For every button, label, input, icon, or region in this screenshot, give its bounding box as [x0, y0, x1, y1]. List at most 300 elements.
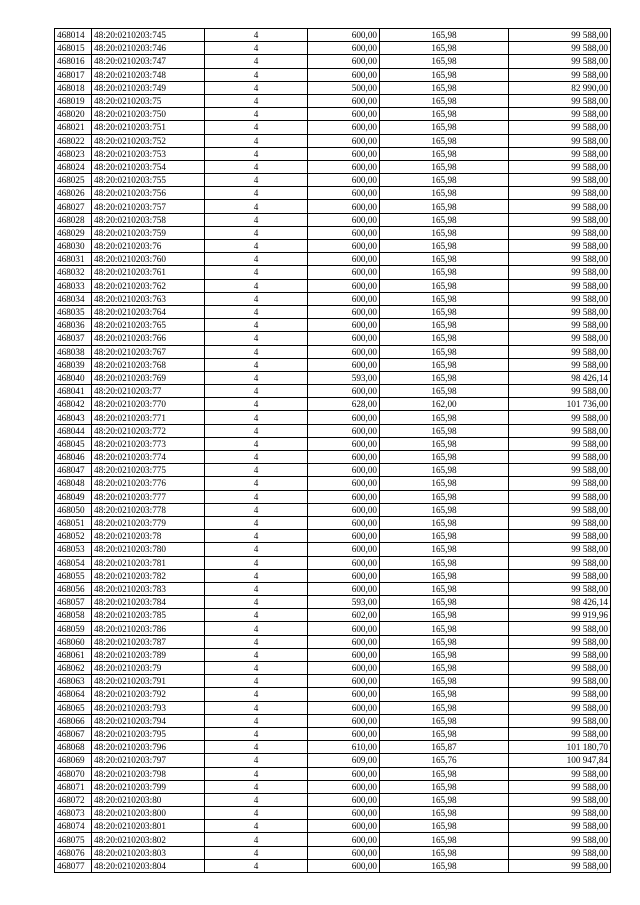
- rate-cell: 165,98: [380, 662, 509, 675]
- rate-cell: 165,98: [380, 859, 509, 872]
- row-id-cell: 468016: [55, 55, 92, 68]
- row-id-cell: 468014: [55, 29, 92, 42]
- rate-cell: 165,98: [380, 200, 509, 213]
- area-cell: 600,00: [308, 859, 380, 872]
- cadastral-number-cell: 48:20:0210203:755: [92, 174, 205, 187]
- row-id-cell: 468015: [55, 42, 92, 55]
- count-cell: 4: [205, 424, 308, 437]
- row-id-cell: 468059: [55, 622, 92, 635]
- value-cell: 99 588,00: [509, 701, 611, 714]
- table-row: [55, 134, 611, 147]
- cadastral-number-cell: 48:20:0210203:75: [92, 94, 205, 107]
- cadastral-number-cell: 48:20:0210203:776: [92, 477, 205, 490]
- row-id-cell: 468029: [55, 226, 92, 239]
- row-id-cell: 468039: [55, 358, 92, 371]
- area-cell: 593,00: [308, 371, 380, 384]
- rate-cell: 165,98: [380, 503, 509, 516]
- cadastral-number-cell: 48:20:0210203:749: [92, 81, 205, 94]
- count-cell: 4: [205, 42, 308, 55]
- rate-cell: 165,98: [380, 648, 509, 661]
- rate-cell: 165,98: [380, 174, 509, 187]
- row-id-cell: 468020: [55, 108, 92, 121]
- count-cell: 4: [205, 464, 308, 477]
- area-cell: 628,00: [308, 398, 380, 411]
- area-cell: 600,00: [308, 530, 380, 543]
- value-cell: 99 588,00: [509, 68, 611, 81]
- value-cell: 99 588,00: [509, 451, 611, 464]
- rate-cell: 165,98: [380, 213, 509, 226]
- table-row: [55, 675, 611, 688]
- cadastral-number-cell: 48:20:0210203:804: [92, 859, 205, 872]
- row-id-cell: 468025: [55, 174, 92, 187]
- row-id-cell: 468021: [55, 121, 92, 134]
- table-row: [55, 833, 611, 846]
- value-cell: 99 588,00: [509, 174, 611, 187]
- value-cell: 99 588,00: [509, 94, 611, 107]
- cadastral-number-cell: 48:20:0210203:773: [92, 437, 205, 450]
- cadastral-number-cell: 48:20:0210203:746: [92, 42, 205, 55]
- area-cell: 600,00: [308, 134, 380, 147]
- value-cell: 99 588,00: [509, 477, 611, 490]
- cadastral-number-cell: 48:20:0210203:784: [92, 596, 205, 609]
- count-cell: 4: [205, 780, 308, 793]
- rate-cell: 165,98: [380, 147, 509, 160]
- row-id-cell: 468018: [55, 81, 92, 94]
- value-cell: 101 736,00: [509, 398, 611, 411]
- area-cell: 600,00: [308, 516, 380, 529]
- area-cell: 600,00: [308, 464, 380, 477]
- row-id-cell: 468045: [55, 437, 92, 450]
- value-cell: 99 588,00: [509, 187, 611, 200]
- area-cell: 600,00: [308, 701, 380, 714]
- rate-cell: 165,98: [380, 358, 509, 371]
- area-cell: 600,00: [308, 582, 380, 595]
- area-cell: 600,00: [308, 55, 380, 68]
- cadastral-number-cell: 48:20:0210203:793: [92, 701, 205, 714]
- row-id-cell: 468044: [55, 424, 92, 437]
- row-id-cell: 468067: [55, 727, 92, 740]
- area-cell: 600,00: [308, 253, 380, 266]
- rate-cell: 165,98: [380, 530, 509, 543]
- cadastral-number-cell: 48:20:0210203:774: [92, 451, 205, 464]
- cadastral-number-cell: 48:20:0210203:797: [92, 754, 205, 767]
- table-row: [55, 490, 611, 503]
- rate-cell: 165,76: [380, 754, 509, 767]
- row-id-cell: 468046: [55, 451, 92, 464]
- table-row: [55, 213, 611, 226]
- cadastral-number-cell: 48:20:0210203:745: [92, 29, 205, 42]
- row-id-cell: 468033: [55, 279, 92, 292]
- count-cell: 4: [205, 253, 308, 266]
- count-cell: 4: [205, 543, 308, 556]
- count-cell: 4: [205, 279, 308, 292]
- rate-cell: 165,98: [380, 714, 509, 727]
- cadastral-number-cell: 48:20:0210203:78: [92, 530, 205, 543]
- cadastral-number-cell: 48:20:0210203:759: [92, 226, 205, 239]
- row-id-cell: 468071: [55, 780, 92, 793]
- row-id-cell: 468040: [55, 371, 92, 384]
- count-cell: 4: [205, 121, 308, 134]
- cadastral-number-cell: 48:20:0210203:795: [92, 727, 205, 740]
- rate-cell: 165,98: [380, 68, 509, 81]
- count-cell: 4: [205, 596, 308, 609]
- area-cell: 600,00: [308, 305, 380, 318]
- table-row: [55, 121, 611, 134]
- count-cell: 4: [205, 846, 308, 859]
- cadastral-number-cell: 48:20:0210203:791: [92, 675, 205, 688]
- row-id-cell: 468077: [55, 859, 92, 872]
- area-cell: 600,00: [308, 160, 380, 173]
- table-row: [55, 240, 611, 253]
- row-id-cell: 468063: [55, 675, 92, 688]
- row-id-cell: 468030: [55, 240, 92, 253]
- row-id-cell: 468066: [55, 714, 92, 727]
- cadastral-number-cell: 48:20:0210203:762: [92, 279, 205, 292]
- cadastral-number-cell: 48:20:0210203:77: [92, 385, 205, 398]
- area-cell: 600,00: [308, 793, 380, 806]
- count-cell: 4: [205, 701, 308, 714]
- value-cell: 98 426,14: [509, 596, 611, 609]
- count-cell: 4: [205, 358, 308, 371]
- value-cell: 99 588,00: [509, 622, 611, 635]
- table-row: [55, 385, 611, 398]
- value-cell: 98 426,14: [509, 371, 611, 384]
- table-row: [55, 94, 611, 107]
- count-cell: 4: [205, 741, 308, 754]
- value-cell: 99 588,00: [509, 134, 611, 147]
- value-cell: 99 588,00: [509, 780, 611, 793]
- table-row: [55, 543, 611, 556]
- row-id-cell: 468024: [55, 160, 92, 173]
- value-cell: 99 588,00: [509, 240, 611, 253]
- area-cell: 600,00: [308, 358, 380, 371]
- area-cell: 600,00: [308, 411, 380, 424]
- value-cell: 99 588,00: [509, 200, 611, 213]
- rate-cell: 165,98: [380, 81, 509, 94]
- area-cell: 600,00: [308, 662, 380, 675]
- value-cell: 99 588,00: [509, 332, 611, 345]
- count-cell: 4: [205, 200, 308, 213]
- table-row: [55, 530, 611, 543]
- count-cell: 4: [205, 160, 308, 173]
- area-cell: 600,00: [308, 213, 380, 226]
- rate-cell: 165,98: [380, 596, 509, 609]
- count-cell: 4: [205, 833, 308, 846]
- rate-cell: 165,98: [380, 622, 509, 635]
- cadastral-number-cell: 48:20:0210203:754: [92, 160, 205, 173]
- rate-cell: 165,98: [380, 305, 509, 318]
- row-id-cell: 468031: [55, 253, 92, 266]
- area-cell: 500,00: [308, 81, 380, 94]
- area-cell: 600,00: [308, 200, 380, 213]
- rate-cell: 165,98: [380, 451, 509, 464]
- table-row: [55, 741, 611, 754]
- area-cell: 600,00: [308, 780, 380, 793]
- table-row: [55, 714, 611, 727]
- table-row: [55, 226, 611, 239]
- count-cell: 4: [205, 437, 308, 450]
- cadastral-number-cell: 48:20:0210203:802: [92, 833, 205, 846]
- area-cell: 600,00: [308, 648, 380, 661]
- area-cell: 610,00: [308, 741, 380, 754]
- count-cell: 4: [205, 622, 308, 635]
- table-row: [55, 55, 611, 68]
- rate-cell: 165,98: [380, 411, 509, 424]
- row-id-cell: 468073: [55, 807, 92, 820]
- area-cell: 593,00: [308, 596, 380, 609]
- row-id-cell: 468036: [55, 319, 92, 332]
- table-row: [55, 688, 611, 701]
- value-cell: 99 588,00: [509, 543, 611, 556]
- cadastral-number-cell: 48:20:0210203:757: [92, 200, 205, 213]
- cadastral-number-cell: 48:20:0210203:769: [92, 371, 205, 384]
- rate-cell: 165,98: [380, 279, 509, 292]
- rate-cell: 165,98: [380, 121, 509, 134]
- cadastral-number-cell: 48:20:0210203:76: [92, 240, 205, 253]
- area-cell: 600,00: [308, 424, 380, 437]
- area-cell: 600,00: [308, 121, 380, 134]
- cadastral-number-cell: 48:20:0210203:785: [92, 609, 205, 622]
- area-cell: 609,00: [308, 754, 380, 767]
- row-id-cell: 468019: [55, 94, 92, 107]
- value-cell: 99 588,00: [509, 569, 611, 582]
- value-cell: 99 588,00: [509, 345, 611, 358]
- count-cell: 4: [205, 319, 308, 332]
- count-cell: 4: [205, 516, 308, 529]
- value-cell: 99 588,00: [509, 108, 611, 121]
- area-cell: 600,00: [308, 767, 380, 780]
- cadastral-number-cell: 48:20:0210203:764: [92, 305, 205, 318]
- value-cell: 99 588,00: [509, 556, 611, 569]
- count-cell: 4: [205, 332, 308, 345]
- table-row: [55, 701, 611, 714]
- count-cell: 4: [205, 662, 308, 675]
- rate-cell: 165,98: [380, 292, 509, 305]
- rate-cell: 165,98: [380, 767, 509, 780]
- rate-cell: 165,98: [380, 424, 509, 437]
- count-cell: 4: [205, 371, 308, 384]
- table-row: [55, 42, 611, 55]
- row-id-cell: 468062: [55, 662, 92, 675]
- table-row: [55, 160, 611, 173]
- area-cell: 600,00: [308, 477, 380, 490]
- table-row: [55, 596, 611, 609]
- area-cell: 600,00: [308, 266, 380, 279]
- cadastral-number-cell: 48:20:0210203:782: [92, 569, 205, 582]
- table-row: [55, 424, 611, 437]
- rate-cell: 165,98: [380, 253, 509, 266]
- value-cell: 99 588,00: [509, 319, 611, 332]
- value-cell: 99 588,00: [509, 358, 611, 371]
- count-cell: 4: [205, 134, 308, 147]
- table-row: [55, 345, 611, 358]
- count-cell: 4: [205, 451, 308, 464]
- cadastral-number-cell: 48:20:0210203:766: [92, 332, 205, 345]
- table-row: [55, 846, 611, 859]
- value-cell: 99 588,00: [509, 424, 611, 437]
- value-cell: 99 588,00: [509, 675, 611, 688]
- cadastral-number-cell: 48:20:0210203:794: [92, 714, 205, 727]
- count-cell: 4: [205, 807, 308, 820]
- rate-cell: 165,98: [380, 464, 509, 477]
- area-cell: 600,00: [308, 714, 380, 727]
- cadastral-number-cell: 48:20:0210203:803: [92, 846, 205, 859]
- area-cell: 600,00: [308, 319, 380, 332]
- table-row: [55, 516, 611, 529]
- cadastral-number-cell: 48:20:0210203:792: [92, 688, 205, 701]
- value-cell: 99 588,00: [509, 411, 611, 424]
- count-cell: 4: [205, 345, 308, 358]
- value-cell: 99 588,00: [509, 437, 611, 450]
- area-cell: 600,00: [308, 240, 380, 253]
- row-id-cell: 468072: [55, 793, 92, 806]
- count-cell: 4: [205, 226, 308, 239]
- count-cell: 4: [205, 754, 308, 767]
- area-cell: 600,00: [308, 279, 380, 292]
- table-row: [55, 622, 611, 635]
- cadastral-number-cell: 48:20:0210203:783: [92, 582, 205, 595]
- rate-cell: 165,98: [380, 437, 509, 450]
- value-cell: 99 588,00: [509, 727, 611, 740]
- area-cell: 600,00: [308, 345, 380, 358]
- table-row: [55, 437, 611, 450]
- row-id-cell: 468048: [55, 477, 92, 490]
- count-cell: 4: [205, 213, 308, 226]
- cadastral-number-cell: 48:20:0210203:787: [92, 635, 205, 648]
- count-cell: 4: [205, 147, 308, 160]
- cadastral-number-cell: 48:20:0210203:778: [92, 503, 205, 516]
- area-cell: 600,00: [308, 635, 380, 648]
- value-cell: 99 588,00: [509, 635, 611, 648]
- count-cell: 4: [205, 55, 308, 68]
- count-cell: 4: [205, 688, 308, 701]
- value-cell: 99 588,00: [509, 859, 611, 872]
- table-row: [55, 451, 611, 464]
- rate-cell: 165,98: [380, 727, 509, 740]
- rate-cell: 165,98: [380, 609, 509, 622]
- rate-cell: 165,98: [380, 94, 509, 107]
- value-cell: 99 588,00: [509, 160, 611, 173]
- row-id-cell: 468032: [55, 266, 92, 279]
- row-id-cell: 468074: [55, 820, 92, 833]
- row-id-cell: 468058: [55, 609, 92, 622]
- rate-cell: 165,98: [380, 55, 509, 68]
- count-cell: 4: [205, 240, 308, 253]
- cadastral-number-cell: 48:20:0210203:752: [92, 134, 205, 147]
- count-cell: 4: [205, 635, 308, 648]
- count-cell: 4: [205, 503, 308, 516]
- area-cell: 600,00: [308, 29, 380, 42]
- cadastral-number-cell: 48:20:0210203:777: [92, 490, 205, 503]
- value-cell: 99 588,00: [509, 714, 611, 727]
- area-cell: 600,00: [308, 807, 380, 820]
- count-cell: 4: [205, 582, 308, 595]
- area-cell: 600,00: [308, 42, 380, 55]
- table-row: [55, 371, 611, 384]
- table-row: [55, 648, 611, 661]
- value-cell: 99 588,00: [509, 305, 611, 318]
- table-row: [55, 754, 611, 767]
- cadastral-number-cell: 48:20:0210203:798: [92, 767, 205, 780]
- count-cell: 4: [205, 108, 308, 121]
- value-cell: 99 588,00: [509, 688, 611, 701]
- area-cell: 600,00: [308, 437, 380, 450]
- cadastral-number-cell: 48:20:0210203:765: [92, 319, 205, 332]
- rate-cell: 165,98: [380, 29, 509, 42]
- rate-cell: 165,98: [380, 332, 509, 345]
- row-id-cell: 468054: [55, 556, 92, 569]
- area-cell: 600,00: [308, 543, 380, 556]
- row-id-cell: 468069: [55, 754, 92, 767]
- count-cell: 4: [205, 266, 308, 279]
- value-cell: 99 588,00: [509, 503, 611, 516]
- count-cell: 4: [205, 385, 308, 398]
- cadastral-number-cell: 48:20:0210203:758: [92, 213, 205, 226]
- area-cell: 600,00: [308, 820, 380, 833]
- value-cell: 99 588,00: [509, 530, 611, 543]
- row-id-cell: 468075: [55, 833, 92, 846]
- count-cell: 4: [205, 714, 308, 727]
- table-row: [55, 266, 611, 279]
- rate-cell: 165,98: [380, 477, 509, 490]
- row-id-cell: 468017: [55, 68, 92, 81]
- table-row: [55, 187, 611, 200]
- rate-cell: 165,98: [380, 780, 509, 793]
- cadastral-number-cell: 48:20:0210203:756: [92, 187, 205, 200]
- value-cell: 99 588,00: [509, 846, 611, 859]
- cadastral-number-cell: 48:20:0210203:775: [92, 464, 205, 477]
- area-cell: 600,00: [308, 622, 380, 635]
- count-cell: 4: [205, 859, 308, 872]
- row-id-cell: 468060: [55, 635, 92, 648]
- area-cell: 600,00: [308, 226, 380, 239]
- count-cell: 4: [205, 609, 308, 622]
- cadastral-number-cell: 48:20:0210203:770: [92, 398, 205, 411]
- cadastral-number-cell: 48:20:0210203:748: [92, 68, 205, 81]
- table-row: [55, 279, 611, 292]
- cadastral-number-cell: 48:20:0210203:751: [92, 121, 205, 134]
- area-cell: 600,00: [308, 385, 380, 398]
- rate-cell: 165,98: [380, 582, 509, 595]
- area-cell: 600,00: [308, 846, 380, 859]
- value-cell: 99 588,00: [509, 266, 611, 279]
- count-cell: 4: [205, 675, 308, 688]
- rate-cell: 165,98: [380, 793, 509, 806]
- value-cell: 99 588,00: [509, 833, 611, 846]
- row-id-cell: 468038: [55, 345, 92, 358]
- row-id-cell: 468061: [55, 648, 92, 661]
- table-row: [55, 662, 611, 675]
- row-id-cell: 468076: [55, 846, 92, 859]
- count-cell: 4: [205, 477, 308, 490]
- rate-cell: 165,98: [380, 42, 509, 55]
- area-cell: 600,00: [308, 569, 380, 582]
- count-cell: 4: [205, 411, 308, 424]
- count-cell: 4: [205, 767, 308, 780]
- table-row: [55, 464, 611, 477]
- cadastral-number-cell: 48:20:0210203:761: [92, 266, 205, 279]
- row-id-cell: 468028: [55, 213, 92, 226]
- table-row: [55, 582, 611, 595]
- value-cell: 99 588,00: [509, 42, 611, 55]
- cadastral-number-cell: 48:20:0210203:781: [92, 556, 205, 569]
- row-id-cell: 468064: [55, 688, 92, 701]
- cadastral-number-cell: 48:20:0210203:750: [92, 108, 205, 121]
- value-cell: 99 588,00: [509, 807, 611, 820]
- value-cell: 99 588,00: [509, 582, 611, 595]
- rate-cell: 165,98: [380, 134, 509, 147]
- rate-cell: 165,98: [380, 160, 509, 173]
